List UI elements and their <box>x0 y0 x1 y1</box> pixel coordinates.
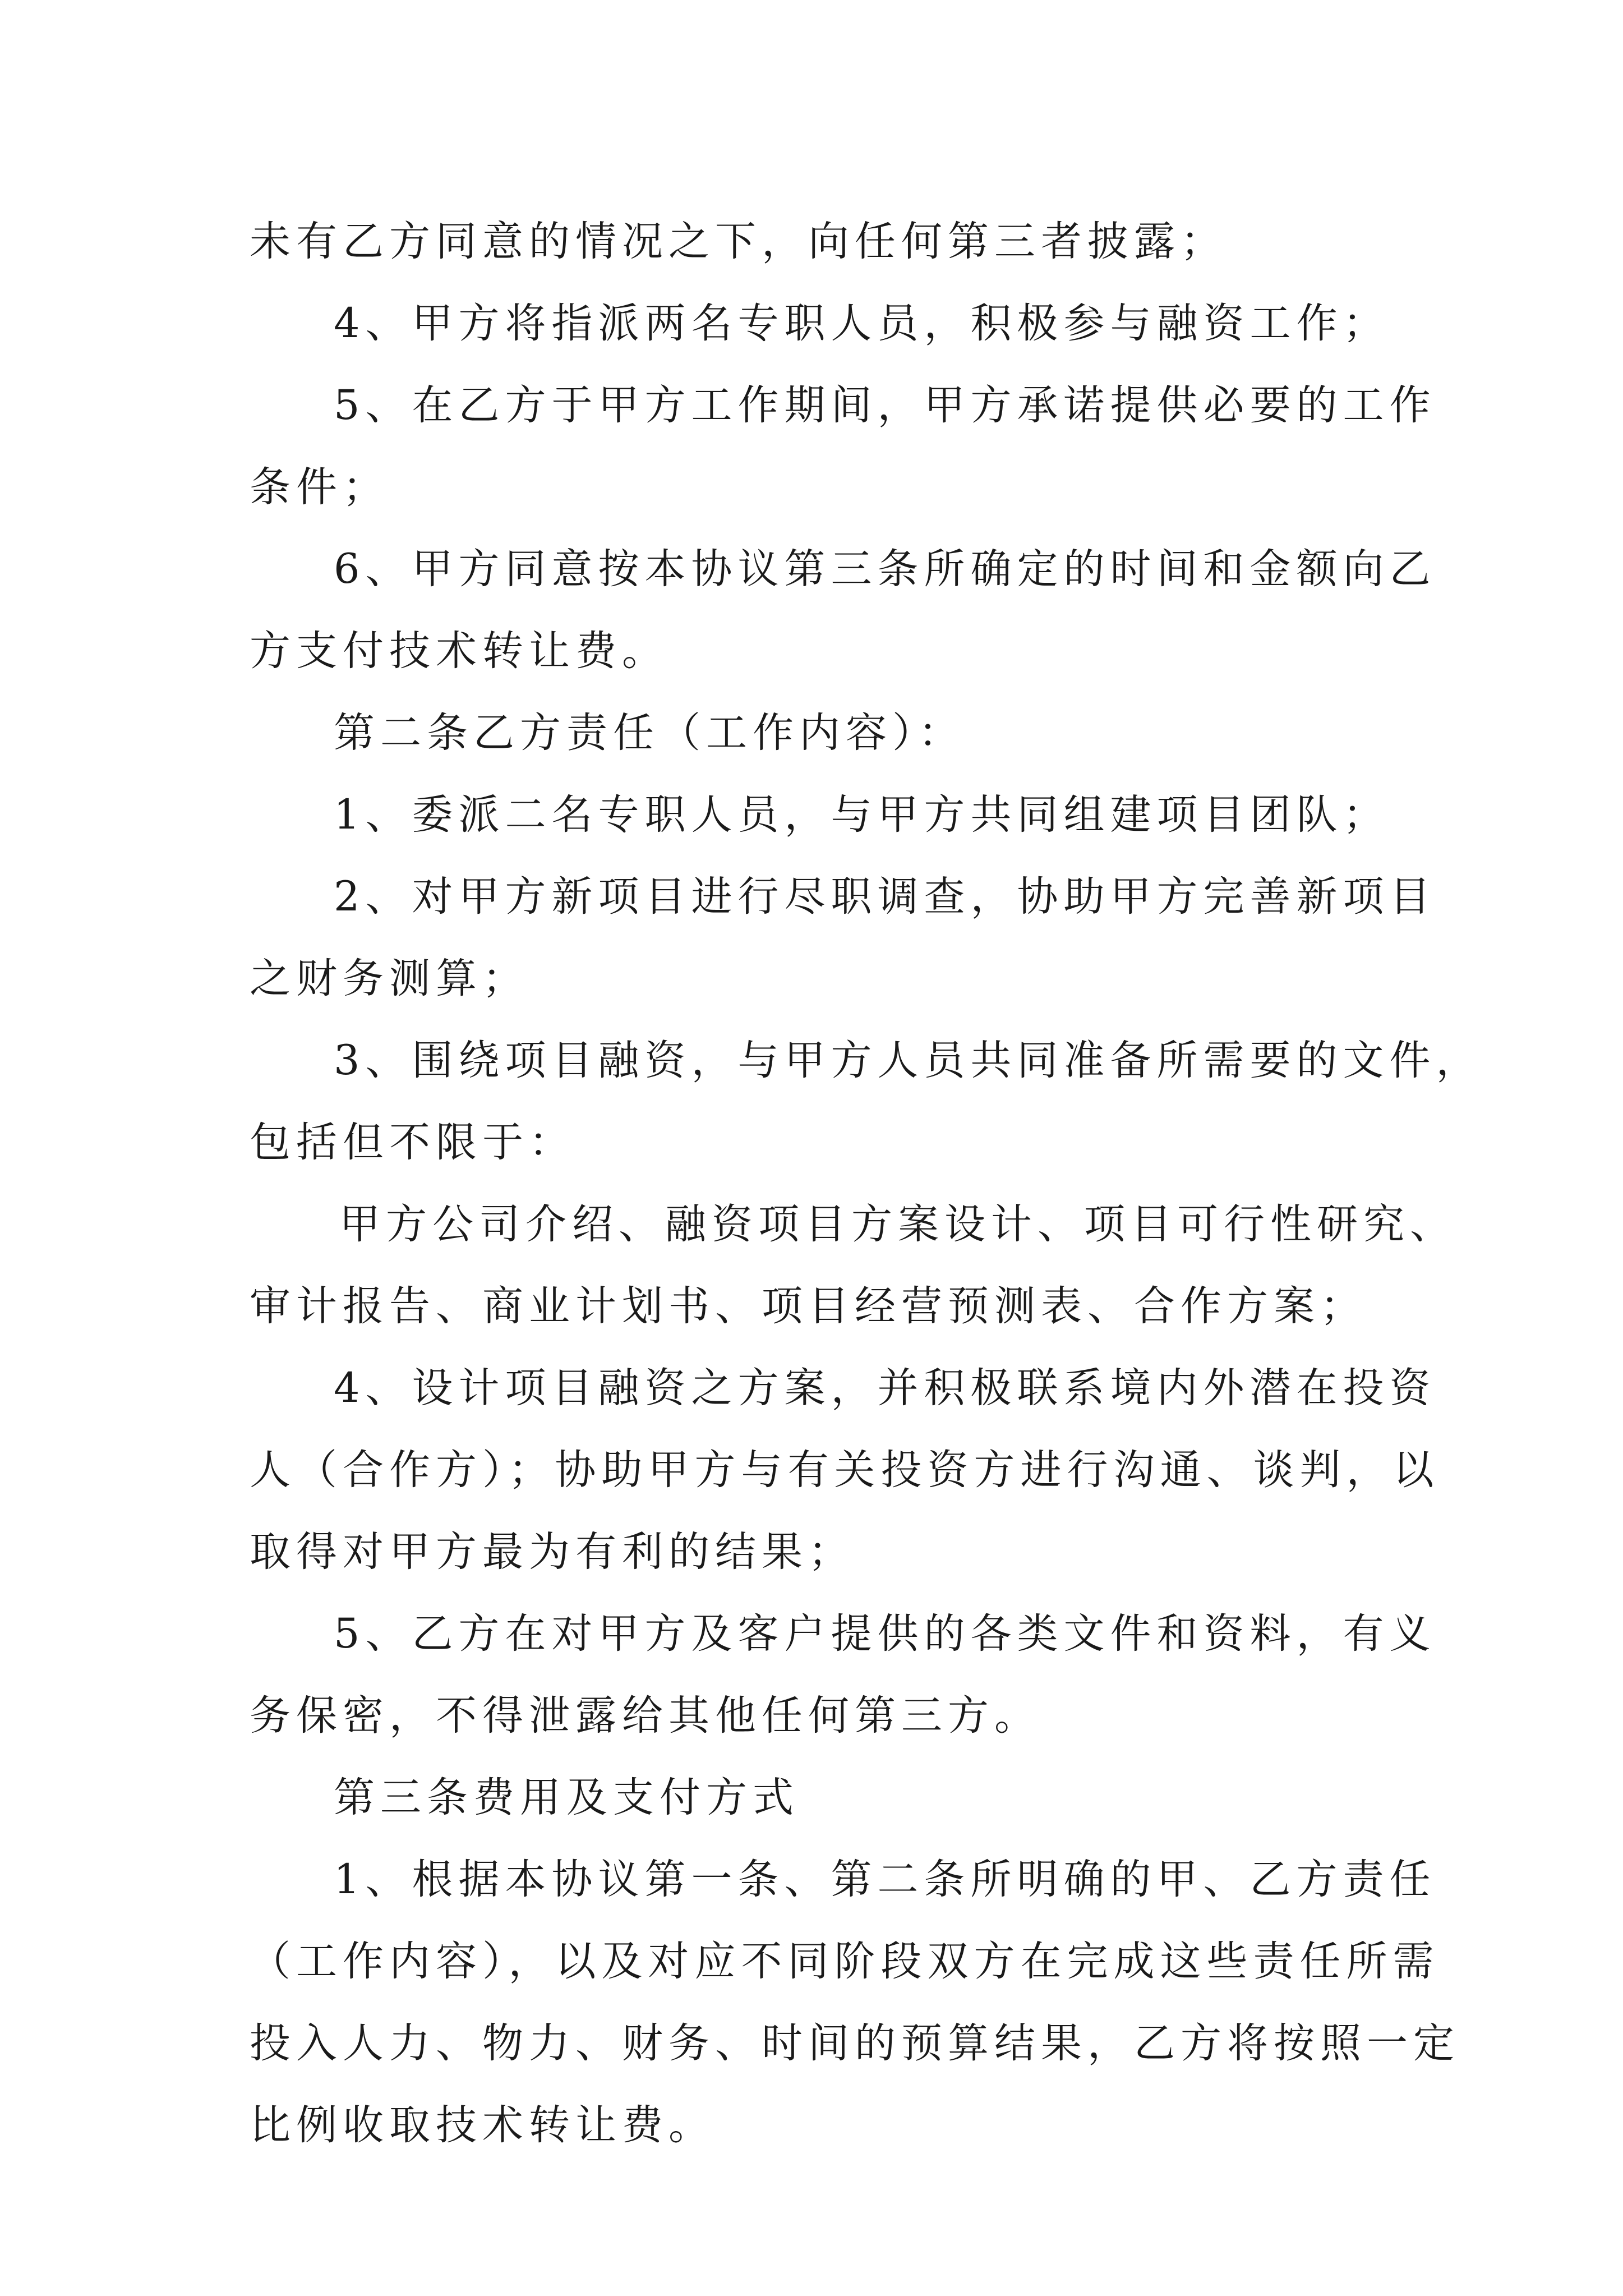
text-line: 取得对甲方最为有利的结果； <box>250 1528 855 1576</box>
text-line: 审计报告、商业计划书、项目经营预测表、合作方案； <box>250 1282 1367 1330</box>
text-line: 未有乙方同意的情况之下，向任何第三者披露； <box>250 218 1227 265</box>
text-line: 6、甲方同意按本协议第三条所确定的时间和金额向乙 <box>334 545 1436 593</box>
text-line: 5、乙方在对甲方及客户提供的各类文件和资料，有义 <box>334 1610 1436 1658</box>
text-line: 3、围绕项目融资，与甲方人员共同准备所需要的文件， <box>334 1037 1483 1084</box>
text-line: 5、在乙方于甲方工作期间，甲方承诺提供必要的工作 <box>334 381 1436 429</box>
text-line: 2、对甲方新项目进行尽职调查，协助甲方完善新项目 <box>334 873 1436 921</box>
section-heading: 第二条乙方责任（工作内容）： <box>334 709 965 757</box>
text-line: 人（合作方）；协助甲方与有关投资方进行沟通、谈判，以 <box>250 1446 1440 1494</box>
text-line: 1、根据本协议第一条、第二条所明确的甲、乙方责任 <box>334 1856 1436 1903</box>
text-line: 1、委派二名专职人员，与甲方共同组建项目团队； <box>334 791 1390 839</box>
text-line: 4、甲方将指派两名专职人员，积极参与融资工作； <box>334 300 1390 347</box>
text-line: 甲方公司介绍、融资项目方案设计、项目可行性研究、 <box>339 1200 1456 1248</box>
text-line: 之财务测算； <box>250 955 529 1002</box>
text-line: （工作内容），以及对应不同阶段双方在完成这些责任所需 <box>250 1938 1440 1985</box>
text-line: 方支付技术转让费。 <box>250 627 668 675</box>
text-line: 比例收取技术转让费。 <box>250 2101 715 2149</box>
text-line: 4、设计项目融资之方案，并积极联系境内外潜在投资 <box>334 1364 1436 1412</box>
text-line: 投入人力、物力、财务、时间的预算结果，乙方将按照一定 <box>250 2019 1460 2067</box>
text-line: 条件； <box>250 463 389 511</box>
text-line: 包括但不限于： <box>250 1119 575 1166</box>
section-heading: 第三条费用及支付方式 <box>334 1774 799 1821</box>
text-line: 务保密，不得泄露给其他任何第三方。 <box>250 1692 1041 1740</box>
document-body <box>250 201 1483 2166</box>
